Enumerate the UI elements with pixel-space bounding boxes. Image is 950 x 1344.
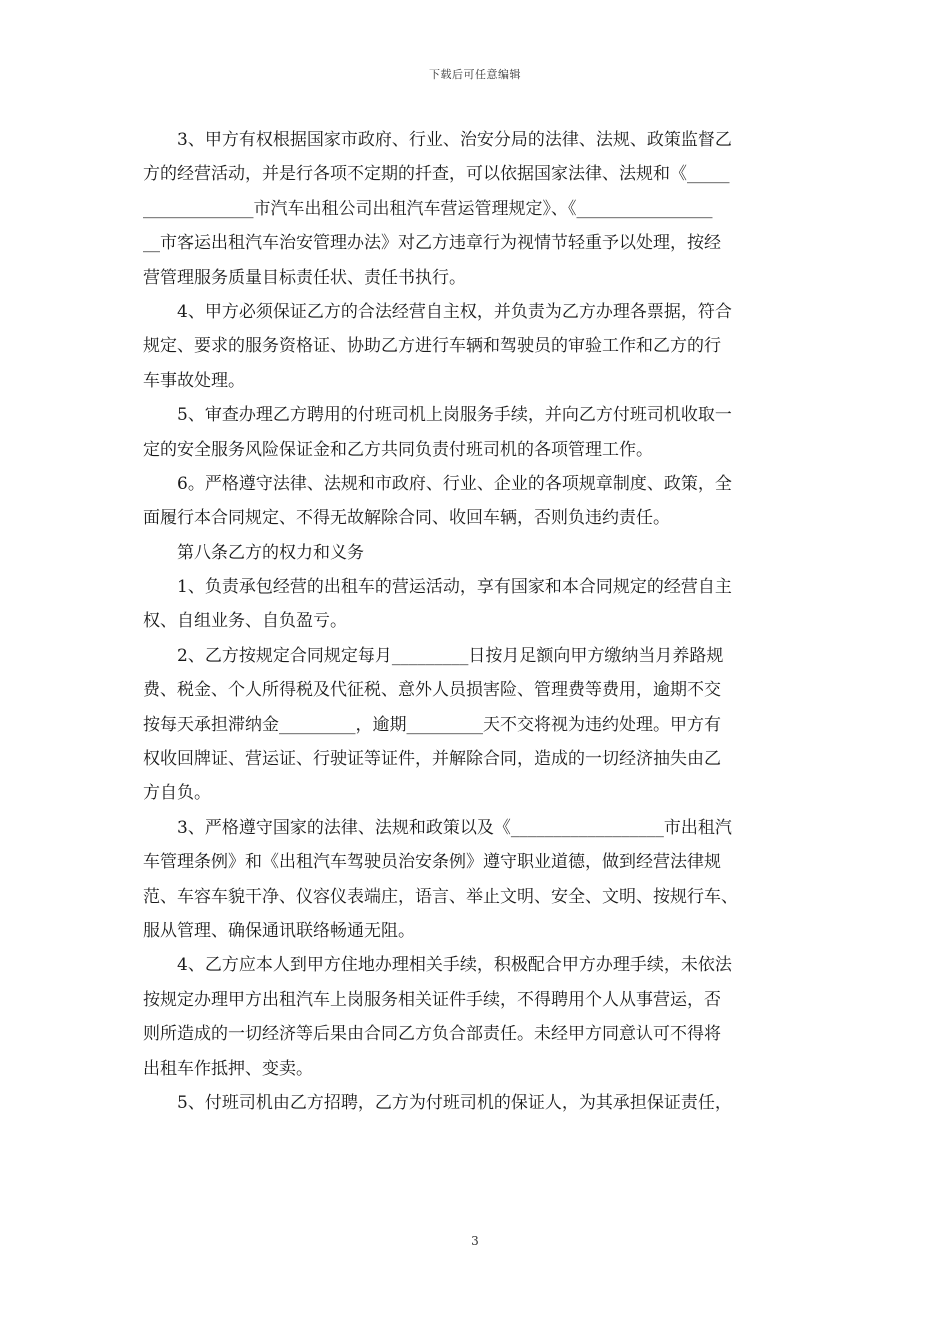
paragraph-line: 3、甲方有权根据国家市政府、行业、治安分局的法律、法规、政策监督乙 xyxy=(177,130,732,150)
paragraph-line: 2、乙方按规定合同规定每月_________日按月足额向甲方缴纳当月养路规 xyxy=(177,645,724,666)
page-number: 3 xyxy=(471,1234,479,1248)
paragraph-line: 5、审查办理乙方聘用的付班司机上岗服务手续，并向乙方付班司机收取一 xyxy=(177,405,732,426)
paragraph-line: 按规定办理甲方出租汽车上岗服务相关证件手续，不得聘用个人从事营运，否 xyxy=(143,989,721,1010)
page-header: 下载后可任意编辑 xyxy=(429,68,521,81)
paragraph-line: 方自负。 xyxy=(143,783,211,804)
paragraph-line: 6。严格遵守法律、法规和市政府、行业、企业的各项规章制度、政策，全 xyxy=(177,473,732,494)
paragraph-line: 车事故处理。 xyxy=(143,370,245,391)
paragraph-line: 方的经营活动，并是行各项不定期的扦查，可以依据国家法律、法规和《_____ xyxy=(143,164,730,185)
paragraph-line: 4、甲方必须保证乙方的合法经营自主权，并负责为乙方办理各票据，符合 xyxy=(177,301,732,322)
paragraph-line: 车管理条例》和《出租汽车驾驶员治安条例》遵守职业道德，做到经营法律规 xyxy=(143,852,721,873)
paragraph-line: 规定、要求的服务资格证、协助乙方进行车辆和驾驶员的审验工作和乙方的行 xyxy=(143,336,721,357)
paragraph-line: 定的安全服务风险保证金和乙方共同负责付班司机的各项管理工作。 xyxy=(143,439,653,460)
paragraph-line: 营管理服务质量目标责任状、责任书执行。 xyxy=(143,267,466,288)
paragraph-line: 5、付班司机由乙方招聘，乙方为付班司机的保证人，为其承担保证责任， xyxy=(177,1092,732,1113)
paragraph-line: 按每天承担滞纳金_________，逾期_________天不交将视为违约处理。甲方有 xyxy=(143,714,721,735)
paragraph-line: __市客运出租汽车治安管理办法》对乙方违章行为视情节轻重予以处理，按经 xyxy=(143,233,721,254)
document-body xyxy=(143,123,823,1120)
paragraph-line: 范、车容车貌干净、仪容仪表端庄，语言、举止文明、安全、文明、按规行车、 xyxy=(143,886,738,907)
paragraph-line: 则所造成的一切经济等后果由合同乙方负合部责任。未经甲方同意认可不得将 xyxy=(143,1024,721,1045)
paragraph-line: 费、税金、个人所得税及代征税、意外人员损害险、管理费等费用，逾期不交 xyxy=(143,680,721,701)
paragraph-line: 1、负责承包经营的出租车的营运活动，享有国家和本合同规定的经营自主 xyxy=(177,577,732,598)
paragraph-line: 出租车作抵押、变卖。 xyxy=(143,1058,313,1079)
paragraph-line: 服从管理、确保通讯联络畅通无阻。 xyxy=(143,920,415,941)
paragraph-line: 面履行本合同规定、不得无故解除合同、收回车辆，否则负违约责任。 xyxy=(143,508,670,529)
section-heading: 第八条乙方的权力和义务 xyxy=(177,542,364,563)
paragraph-line: 3、严格遵守国家的法律、法规和政策以及《__________________市出租汽 xyxy=(177,817,732,838)
paragraph-line: 权收回牌证、营运证、行驶证等证件，并解除合同，造成的一切经济抽失由乙 xyxy=(143,749,721,770)
paragraph-line: 权、自组业务、自负盈亏。 xyxy=(143,611,347,632)
paragraph-line: _____________市汽车出租公司出租汽车营运管理规定》、《________________ xyxy=(143,198,713,219)
paragraph-line: 4、乙方应本人到甲方住地办理相关手续，积极配合甲方办理手续，未依法 xyxy=(177,955,732,976)
